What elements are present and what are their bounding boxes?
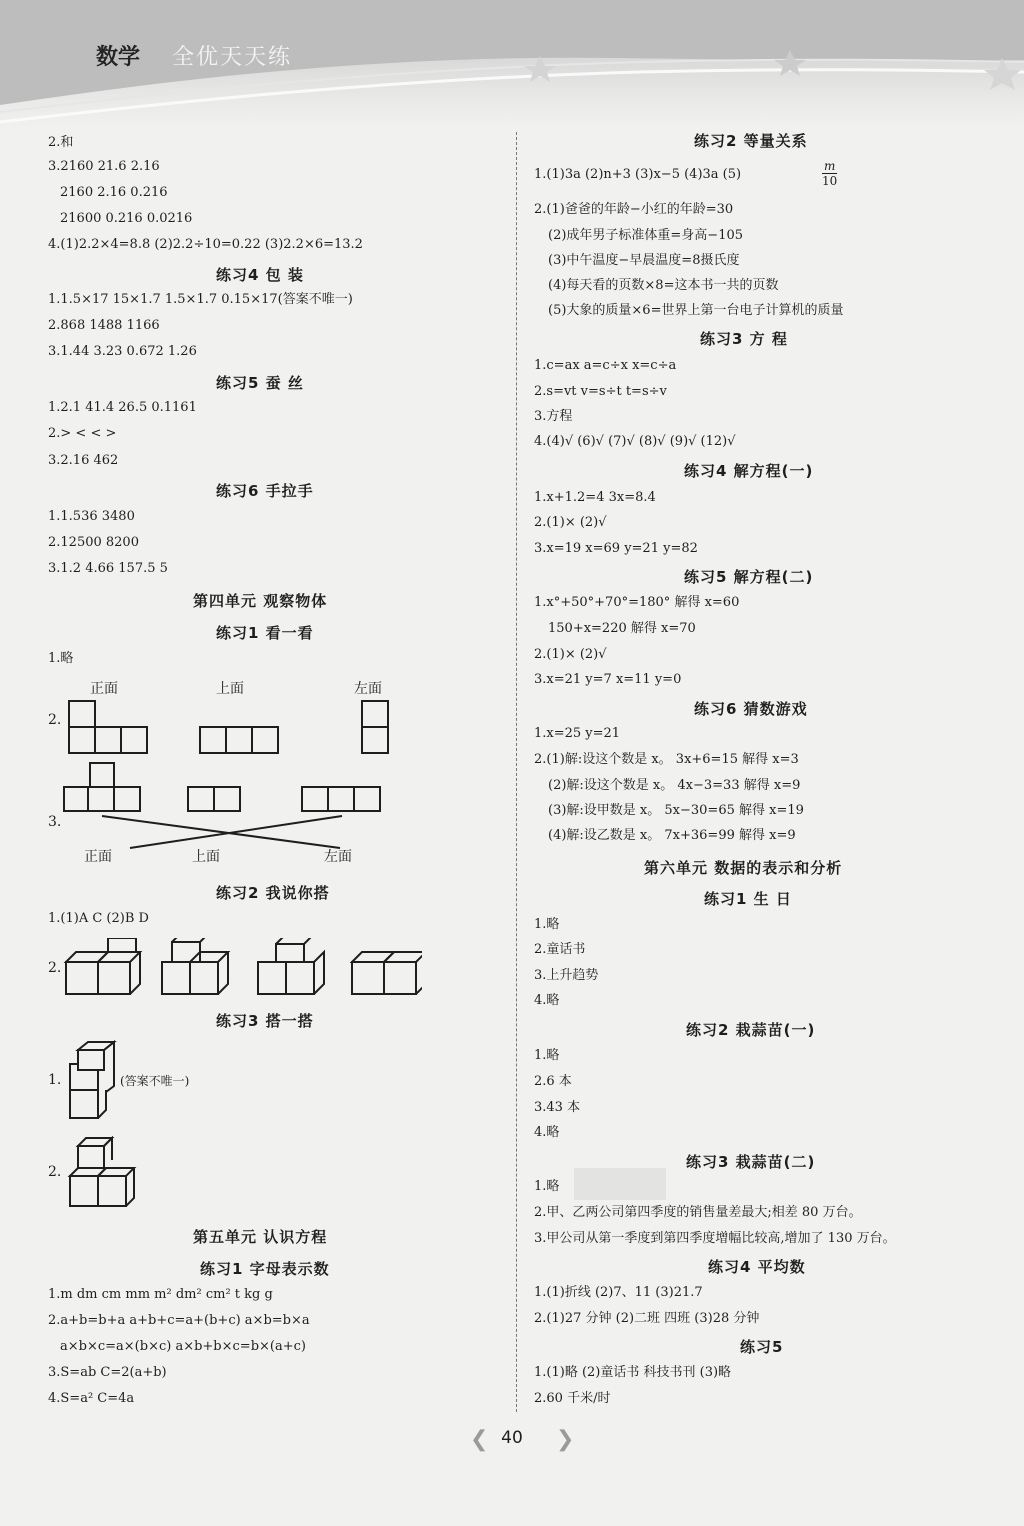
fig-label-top2: 上面 [192,849,220,865]
answer-line: 1.2.1 41.4 26.5 0.1161 [48,400,197,415]
answer-line: 3.2.16 462 [48,453,119,468]
answer-line: 21600 0.216 0.0216 [60,211,193,226]
answer-line: 1.x°+50°+70°=180° 解得 x=60 [534,595,740,610]
answer-line: 1.略 [534,917,560,932]
subject-title: 数学 [96,45,141,70]
section-heading: 第六单元 数据的表示和分析 [644,859,843,877]
answer-line: a×b×c=a×(b×c) a×b+b×c=b×(a+c) [60,1339,306,1354]
q2c-label: 2. [48,1164,62,1180]
q1c-label: 1. [48,1072,62,1088]
section-heading: 练习1 字母表示数 [200,1260,330,1278]
answer-line: 1.略 [534,1179,560,1194]
section-heading: 练习3 搭一搭 [216,1012,314,1030]
answer-line: 3.43 本 [534,1100,581,1115]
smudge [574,1168,666,1200]
section-heading: 练习1 生 日 [704,890,792,908]
answer-line: 2.6 本 [534,1074,572,1089]
answer-line: 3.1.2 4.66 157.5 5 [48,561,168,576]
answer-line: 1.(1)A C (2)B D [48,911,149,926]
fig-label-front: 正面 [90,681,118,697]
series-title: 全优天天练 [172,45,293,70]
answer-line: 2.(1)解:设这个数是 x。 3x+6=15 解得 x=3 [534,752,799,767]
answer-line: 4.(1)2.2×4=8.8 (2)2.2÷10=0.22 (3)2.2×6=13.2 [48,237,363,252]
answer-line: 2160 2.16 0.216 [60,185,168,200]
section-heading: 练习5 [740,1338,784,1356]
answer-line: (4)每天看的页数×8=这本书一共的页数 [548,278,779,293]
answer-line: (2)解:设这个数是 x。 4x−3=33 解得 x=9 [548,778,801,793]
section-heading: 练习2 我说你搭 [216,884,330,902]
answer-line: (2)成年男子标准体重=身高−105 [548,228,744,243]
answer-line: (3)中午温度−早晨温度=8摄氏度 [548,253,740,268]
fig-label-front2: 正面 [84,849,112,865]
answer-line: 3.方程 [534,409,573,424]
answer-line: 2.(1)27 分钟 (2)二班 四班 (3)28 分钟 [534,1311,760,1326]
answer-line: 2.和 [48,135,74,150]
cube-tower-figure [66,1040,126,1124]
section-heading: 练习5 蚕 丝 [216,374,304,392]
answer-line: (3)解:设甲数是 x。 5x−30=65 解得 x=19 [548,803,804,818]
answer-line: 2.(1)爸爸的年龄−小红的年龄=30 [534,202,734,217]
answer-line: (4)解:设乙数是 x。 7x+36=99 解得 x=9 [548,828,796,843]
answer-line: 1.x+1.2=4 3x=8.4 [534,490,656,505]
answer-line: 2.(1)× (2)√ [534,515,607,530]
section-heading: 练习1 看一看 [216,624,314,642]
next-arrow-icon: ❯ [556,1427,575,1452]
q3-label: 3. [48,814,62,830]
fig-label-left: 左面 [354,681,382,697]
answer-line: 1.m dm cm mm m² dm² cm² t kg g [48,1287,273,1302]
page-number: 40 [501,1428,523,1448]
answer-line: 1.c=ax a=c÷x x=c÷a [534,358,677,373]
section-heading: 练习5 解方程(二) [684,568,814,586]
section-heading: 第四单元 观察物体 [193,592,328,610]
answer-line: 1.x=25 y=21 [534,726,621,741]
section-heading: 练习6 猜数游戏 [694,700,808,718]
section-heading: 练习3 方 程 [700,330,788,348]
section-heading: 练习2 等量关系 [694,132,808,150]
column-divider [516,132,517,1412]
view-figures [66,698,406,756]
answer-line: 1.(1)略 (2)童话书 科技书刊 (3)略 [534,1365,732,1380]
answer-line: 2.s=vt v=s÷t t=s÷v [534,384,667,399]
answer-line: 3.x=21 y=7 x=11 y=0 [534,672,682,687]
section-heading: 第五单元 认识方程 [193,1228,328,1246]
q2-label: 2. [48,712,62,728]
answer-line: 2.60 千米/时 [534,1391,611,1406]
answer-line: (5)大象的质量×6=世界上第一台电子计算机的质量 [548,303,844,318]
section-heading: 练习2 栽蒜苗(一) [686,1021,816,1039]
section-heading: 练习4 平均数 [708,1258,806,1276]
answer-line: 2.> < < > [48,426,117,441]
fig-label-left2: 左面 [324,849,352,865]
answer-line: 1.(1)3a (2)n+3 (3)x−5 (4)3a (5) [534,167,742,182]
answer-line: 3.2160 21.6 2.16 [48,159,160,174]
answer-line: 4.略 [534,993,560,1008]
header-wave-decoration [0,0,1024,128]
answer-line: 3.S=ab C=2(a+b) [48,1365,167,1380]
section-heading: 练习4 包 装 [216,266,304,284]
answer-line: 2.(1)× (2)√ [534,647,607,662]
section-heading: 练习6 手拉手 [216,482,314,500]
answer-line: 2.童话书 [534,942,586,957]
answer-line: 1.(1)折线 (2)7、11 (3)21.7 [534,1285,703,1300]
page-header [0,0,1024,128]
answer-line: 2.a+b=b+a a+b+c=a+(b+c) a×b=b×a [48,1313,310,1328]
answer-line: 4.略 [534,1125,560,1140]
answer-line: 1.略 [48,651,74,666]
answer-line: 2.868 1488 1166 [48,318,160,333]
fraction-m-over-10 [822,159,837,188]
answer-line: 1.1.536 3480 [48,509,135,524]
section-heading: 练习3 栽蒜苗(二) [686,1153,816,1171]
answer-line: 2.甲、乙两公司第四季度的销售量差最大;相差 80 万台。 [534,1205,862,1220]
fraction-numerator: m [823,159,836,173]
fraction-denominator: 10 [822,174,838,188]
answer-line: 3.1.44 3.23 0.672 1.26 [48,344,197,359]
answer-line: 3.上升趋势 [534,968,599,983]
answer-note: (答案不唯一) [120,1074,190,1088]
answer-line: 3.x=19 x=69 y=21 y=82 [534,541,698,556]
cube-step-figure [66,1136,166,1210]
cube-stacks-figure [62,938,422,1000]
answer-line: 4.S=a² C=4a [48,1391,135,1406]
matching-figure [60,758,390,858]
answer-line: 150+x=220 解得 x=70 [548,621,696,636]
prev-arrow-icon: ❮ [470,1427,489,1452]
answer-line: 3.甲公司从第一季度到第四季度增幅比较高,增加了 130 万台。 [534,1231,896,1246]
answer-line: 4.(4)√ (6)√ (7)√ (8)√ (9)√ (12)√ [534,434,736,449]
answer-line: 1.1.5×17 15×1.7 1.5×1.7 0.15×17(答案不唯一) [48,292,353,307]
section-heading: 练习4 解方程(一) [684,462,814,480]
q2b-label: 2. [48,960,62,976]
star-icon [524,56,556,82]
answer-line: 1.略 [534,1048,560,1063]
fig-label-top: 上面 [216,681,244,697]
answer-line: 2.12500 8200 [48,535,139,550]
